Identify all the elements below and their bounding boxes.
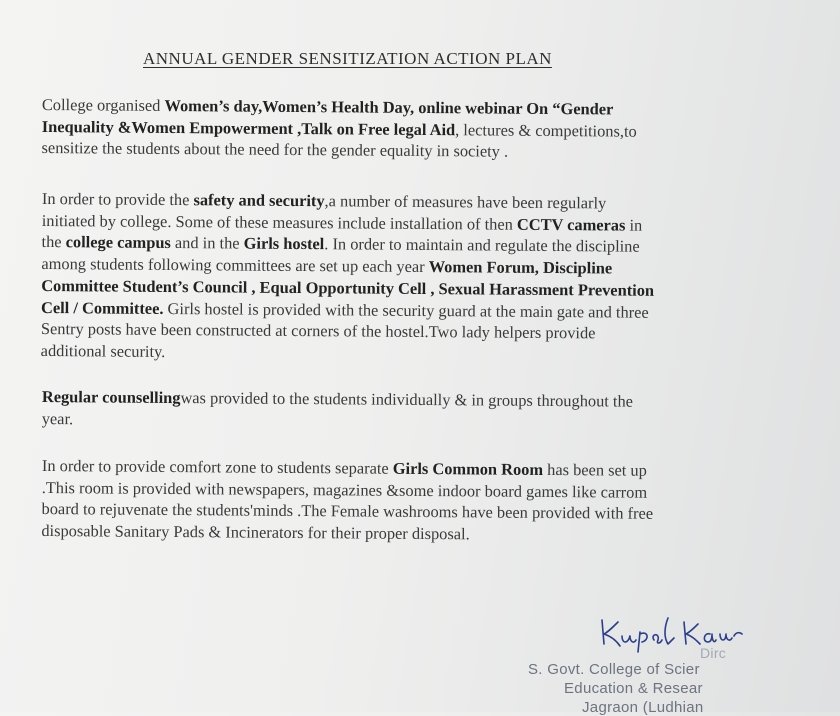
bold-text: safety and security <box>193 190 325 211</box>
text-line: sensitize the students about the need for the gender equality in society . <box>41 138 509 162</box>
text-line: disposable Sanitary Pads & Incinerators for their proper disposal. <box>41 521 470 544</box>
signature-stroke <box>686 624 700 644</box>
text-span: College organised <box>41 94 165 115</box>
bold-text: college campus <box>65 232 171 253</box>
paragraph-counselling <box>42 386 767 435</box>
text-span: initiated by college. Some of these measures include installation of then <box>41 210 518 234</box>
bold-text: Cell / Committee. <box>40 297 164 318</box>
signature-stroke <box>622 636 636 642</box>
bold-text: CCTV cameras <box>516 214 626 235</box>
text-span: has been set up <box>542 459 647 480</box>
text-span: . In order to maintain and regulate the discipline <box>324 234 640 257</box>
stamp-line: S. Govt. College of Scier <box>528 661 700 678</box>
text-span: was provided to the students individually & in groups throughout the <box>180 388 634 411</box>
signature-stroke <box>665 618 674 644</box>
text-span: In order to provide the <box>41 188 194 210</box>
signature-stroke <box>720 634 732 640</box>
text-line: board to rejuvenate the students'minds .The Female washrooms have been provided with free <box>41 499 654 524</box>
text-line: .This room is provided with newspapers, magazines &some indoor board games like carrom <box>41 477 648 502</box>
text-span: ,a number of measures have been regularly <box>324 191 607 213</box>
bold-text: Girls Common Room <box>392 458 544 479</box>
signature-stroke <box>704 634 716 642</box>
paragraph-events <box>41 94 766 165</box>
signature-stroke <box>684 622 686 644</box>
bold-text: Regular counselling <box>41 386 181 408</box>
text-span: and in the <box>170 233 244 253</box>
paragraph-common-room <box>41 455 767 548</box>
text-span: Girls hostel is provided with the security guard at the main gate and three <box>163 298 649 322</box>
bold-text: Committee Student’s Council , Equal Opportunity Cell , Sexual Harassment Prevention <box>41 275 655 300</box>
stamp-line: Education & Resear <box>564 680 703 697</box>
stamp-designation: Dirc <box>700 645 727 661</box>
text-line: additional security. <box>40 340 166 361</box>
paragraph-safety <box>41 188 767 367</box>
text-line: Sentry posts have been constructed at corners of the hostel.Two lady helpers provide <box>40 319 596 343</box>
text-span: In order to provide comfort zone to students separate <box>41 455 393 478</box>
text-span: the <box>41 232 66 252</box>
text-span: among students following committees are set up each year <box>41 254 429 277</box>
bold-text: Women Forum, Discipline <box>428 257 613 278</box>
stamp-line: Jagraon (Ludhian <box>582 699 704 716</box>
bold-text: Inequality &Women Empowerment ,Talk on Free legal Aid <box>41 116 456 139</box>
text-span: in <box>625 215 643 235</box>
bold-text: Girls hostel <box>243 233 325 254</box>
text-line: year. <box>41 408 74 428</box>
bold-text: Women’s day,Women’s Health Day, online webinar On “Gender <box>164 95 614 119</box>
signature-stroke <box>653 635 662 643</box>
text-span: , lectures & competitions,to <box>455 119 637 141</box>
signature-stroke <box>734 633 742 636</box>
signature-stroke <box>604 622 620 646</box>
signature-stroke <box>602 620 604 644</box>
signature-stroke <box>638 632 647 652</box>
document-title: ANNUAL GENDER SENSITIZATION ACTION PLAN <box>143 49 552 68</box>
